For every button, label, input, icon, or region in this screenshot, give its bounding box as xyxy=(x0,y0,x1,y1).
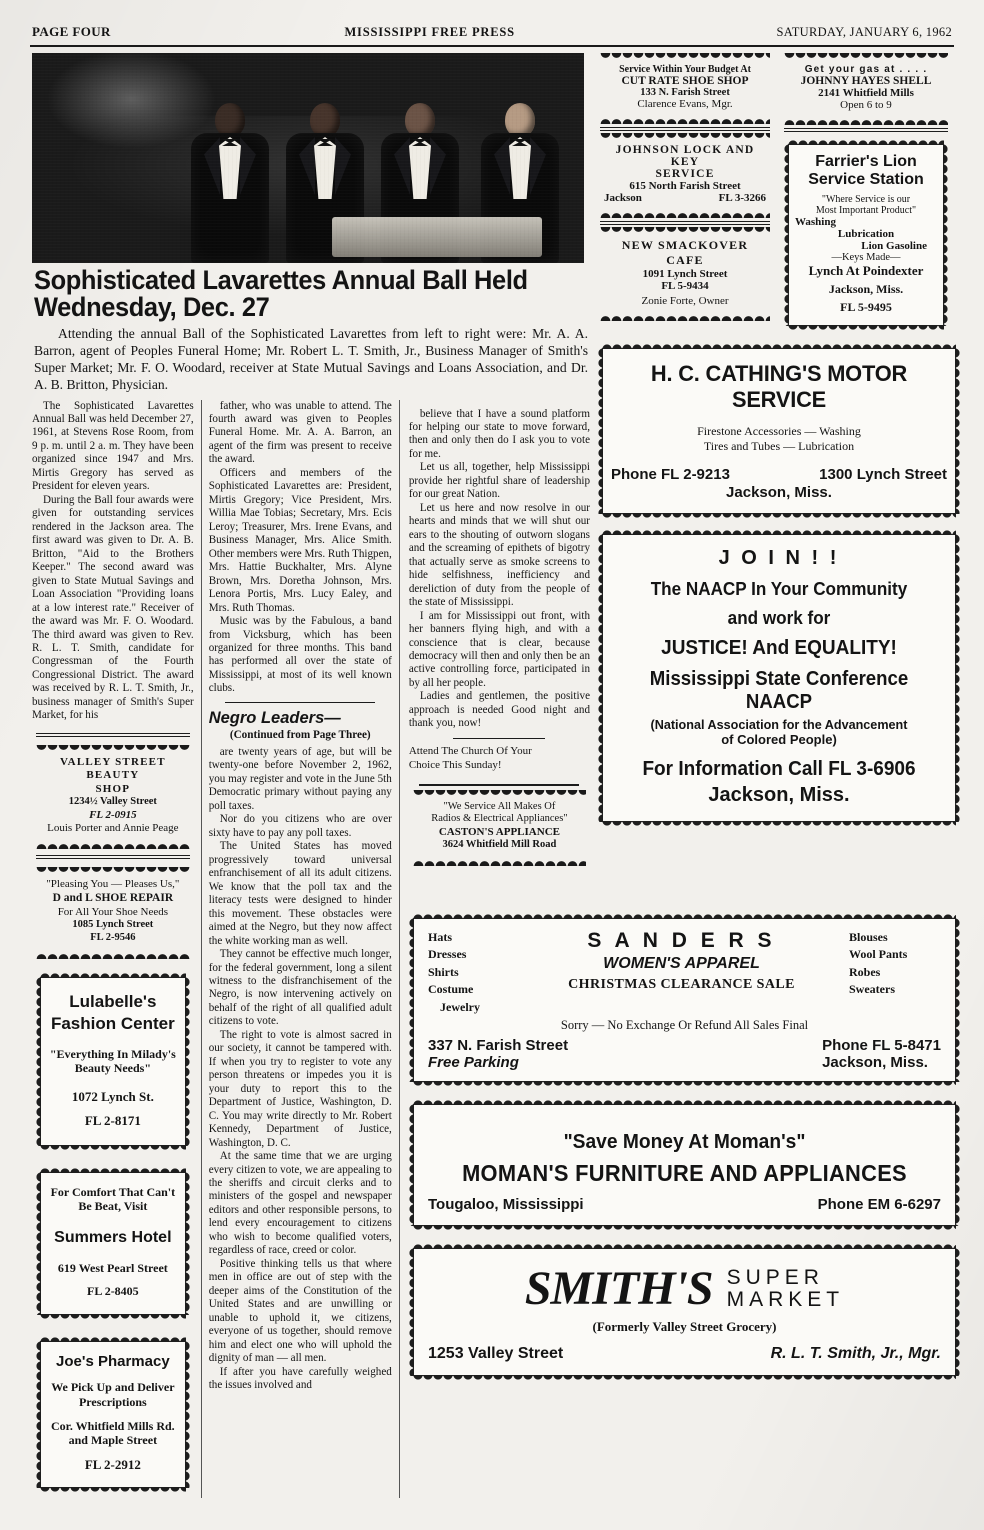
ad-phone: FL 2-0915 xyxy=(89,808,137,821)
photo-caption-text: Attending the annual Ball of the Sophisticated Lavarettes from left to right were: Mr. A. A. Barron, agent of Peoples Funeral Home; Mr. Robert L. T. Smith, Jr., Business Manager of Smith's Super Market; Mr. F. O. Woodard, receiver at State Mutual Savings and Loans Association, and Dr. A. B. Britton, Physician. xyxy=(34,326,588,393)
ad-phone: FL 2-9546 xyxy=(90,931,136,943)
ad-city: Jackson, Miss. xyxy=(708,784,850,806)
story-paragraph: Let us all, together, help Mississippi provide her rightful share of leadership for our great Nation. xyxy=(408,461,590,501)
ad-city: Tougaloo, Mississippi xyxy=(428,1195,584,1213)
ad-summers-hotel[interactable] xyxy=(40,1172,186,1316)
ad-slogan-line2: Beauty Needs" xyxy=(74,1061,152,1076)
ad-joes-pharmacy[interactable] xyxy=(40,1341,186,1487)
story-column-2 xyxy=(201,400,399,1498)
story-paragraph: During the Ball four awards were given for outstanding services rendered in the Jackson area. The first award was given to Dr. A. B. Britton, "Aid to the Brothers Keeper." The second award was given to State Mutual Savings and Loan Association "Providing loans at a low interest rate." Receiver of the award was Mr. F. O. Woodard. The third award was given to Rev. R. L. T. Smith, candidate for Congressman of the Fourth Congressional District. The award was received by R. L. T. Smith, Jr., business manager of Smith's Super Market, for his xyxy=(32,493,194,722)
divider xyxy=(36,733,190,737)
story-paragraph: Music was by the Fabulous, a band from Vicksburg, which has been organized for three months. This band has performed all over the state of Mississippi, at most of its well known clubs. xyxy=(208,615,392,695)
ad-city: Jackson, Miss. xyxy=(726,484,832,501)
list-item: Robes xyxy=(849,964,881,979)
ad-phone: FL 5-9434 xyxy=(661,280,709,292)
story-paragraph: Nor do you citizens who are over sixty have to pay any poll taxes. xyxy=(208,813,392,839)
story-paragraph: At the same time that we are urging every citizen to vote, we are appealing to the sheriffs and circuit clerks and to ministers of the gospel and newspaper editors and other responsible persons, to lend every encouragement to citizens who wish to become qualified voters, regardless of race, creed or color. xyxy=(208,1150,392,1257)
ad-name-line2: SHOP xyxy=(95,782,131,795)
ad-slogan-line2: Radios & Electrical Appliances" xyxy=(431,813,568,825)
church-notice xyxy=(409,745,590,772)
ad-name: CUT RATE SHOE SHOP xyxy=(621,75,749,87)
divider xyxy=(419,784,579,786)
ad-address: Lynch At Poindexter xyxy=(808,263,924,278)
ad-tagline: Get your gas at . . . . xyxy=(804,64,928,75)
ad-name: D and L SHOE REPAIR xyxy=(52,891,174,904)
ad-smiths-super-market[interactable] xyxy=(413,1248,956,1376)
photo-caption xyxy=(34,325,588,394)
ad-address-line2: and Maple Street xyxy=(68,1433,158,1448)
ad-address: 615 North Farish Street xyxy=(629,180,741,192)
story-paragraph: If after you have carefully weighed the issues involved and xyxy=(208,1365,392,1392)
masthead xyxy=(28,18,956,42)
ad-tagline-line1: For Comfort That Can't xyxy=(50,1184,176,1199)
ad-sale-banner: CHRISTMAS CLEARANCE SALE xyxy=(568,977,795,992)
ad-valley-street-beauty[interactable] xyxy=(36,751,190,842)
ad-services-line2: Tires and Tubes — Lubrication xyxy=(703,439,855,453)
church-notice-line1: Attend The Church Of Your xyxy=(408,745,532,758)
paper-name: MISSISSIPPI FREE PRESS xyxy=(344,25,515,39)
list-item: Costume xyxy=(428,982,474,997)
ad-phone: FL 5-9495 xyxy=(840,300,892,314)
story-paragraph: believe that I have a sound platform for helping our state to move forward, then and only then do I ask you to vote for me. xyxy=(408,407,590,460)
ad-tagline-line2: Be Beat, Visit xyxy=(78,1199,148,1214)
ad-city: Jackson xyxy=(604,192,642,204)
list-item: Wool Pants xyxy=(849,947,908,962)
ad-slogan-line1: "We Service All Makes Of xyxy=(443,800,556,812)
ad-name-line2: Service Station xyxy=(808,171,924,188)
ad-service-lubrication: Lubrication xyxy=(837,228,895,240)
page-label: PAGE FOUR xyxy=(32,24,111,39)
ad-super-label: SUPER xyxy=(726,1265,824,1289)
ad-name: NEW SMACKOVER CAFE xyxy=(621,238,749,267)
ad-name-line1: Lulabelle's xyxy=(69,991,157,1011)
ad-name: MOMAN'S FURNITURE AND APPLIANCES xyxy=(462,1159,907,1186)
ad-phone: Phone FL 5-8471 xyxy=(822,1036,941,1054)
ad-services-line1: Firestone Accessories — Washing xyxy=(697,424,861,438)
ad-name-line1: VALLEY STREET BEAUTY xyxy=(59,755,166,782)
ad-city: Jackson, Miss. xyxy=(828,282,904,296)
lead-photo xyxy=(32,53,584,263)
list-item: Dresses xyxy=(428,947,467,962)
ad-phone: FL 2-2912 xyxy=(84,1456,141,1472)
ad-address: 1300 Lynch Street xyxy=(819,466,947,483)
ad-line1: The NAACP In Your Community xyxy=(650,579,908,599)
issue-date: SATURDAY, JANUARY 6, 1962 xyxy=(776,25,952,39)
story-paragraph: father, who was unable to attend. The fourth award was given to Peoples Funeral Home. Mr. A. A. Barron, an agent of the firm was present to receive the award. xyxy=(208,399,392,466)
story-paragraph: The Sophisticated Lavarettes Annual Ball was held December 27, 1961, at Stevens Rose Room, from 9 p. m. until 2 a. m. They have been organized since 1947 and Mrs. Mirtis Gregory has served as President for eleven years. xyxy=(32,399,194,493)
ad-shoe-repair[interactable] xyxy=(36,873,190,950)
ad-cut-rate-shoe[interactable] xyxy=(600,59,770,116)
ad-owner: Zonie Forte, Owner xyxy=(641,295,729,307)
ad-new-smackover-cafe[interactable] xyxy=(600,233,770,313)
list-item: Blouses xyxy=(849,930,888,944)
ad-slogan-line1: "Everything In Milady's xyxy=(49,1046,176,1061)
story-paragraph: I am for Mississippi out front, with her banners flying high, and with a conscience that is clear, because democracy will then and only then be an active controlling force, participated in by all her people. xyxy=(408,609,590,689)
ad-address: 1072 Lynch St. xyxy=(71,1088,154,1104)
ad-name-line1: Farrier's Lion xyxy=(815,153,917,170)
ad-join-headline: J O I N ! ! xyxy=(718,547,840,569)
continued-from-label: (Continued from Page Three) xyxy=(229,729,371,742)
ad-address: 1253 Valley Street xyxy=(428,1344,564,1362)
ad-owners: Louis Porter and Annie Peage xyxy=(47,821,179,834)
story-paragraph: The right to vote is almost sacred in our society, it cannot be tampered with. If when you try to register to vote any person threatens or impedes you it is your duty to report this to the Department of Justice, Washington, D. C. You may write directly to Mr. Robert Kennedy, Department of Justice, Washington, D. C. xyxy=(208,1028,392,1149)
ad-line2: and work for xyxy=(727,608,831,628)
story-paragraph: Positive thinking tells us that where men in office are out of step with the deeper aims of the Constitution of the United States and are unwilling or unable to uphold it, we citizens, everyone of us together, should remove him and elect one who will uphold the dignity of man — all men. xyxy=(208,1257,392,1365)
section-title-negro-leaders: Negro Leaders— xyxy=(208,709,341,728)
ad-address-line1: Cor. Whitfield Mills Rd. xyxy=(51,1418,175,1433)
ad-hours: Open 6 to 9 xyxy=(840,99,892,111)
ad-service-washing: Washing xyxy=(795,216,836,228)
ad-slogan-line1: "Where Service is our xyxy=(821,194,911,205)
list-item: Jewelry xyxy=(440,999,480,1014)
ad-address: 1234½ Valley Street xyxy=(68,795,157,807)
page-title: Sophisticated Lavarettes Annual Ball Held Wednesday, Dec. 27 xyxy=(34,265,528,323)
ad-tagline-line1: We Pick Up and Deliver xyxy=(51,1380,175,1395)
ad-name: H. C. CATHING'S MOTOR SERVICE xyxy=(650,361,908,412)
ad-city: Jackson, Miss. xyxy=(822,1053,928,1071)
ad-slogan: "Pleasing You — Pleases Us," xyxy=(46,878,180,891)
ad-line3: JUSTICE! And EQUALITY! xyxy=(661,637,897,659)
ad-name: CASTON'S APPLIANCE xyxy=(438,826,560,838)
ad-name: Summers Hotel xyxy=(54,1228,172,1246)
ad-name-line2: SERVICE xyxy=(655,168,715,180)
masthead-rule xyxy=(30,45,954,47)
ad-slogan: "Save Money At Moman's" xyxy=(563,1130,806,1153)
ad-sanders[interactable] xyxy=(413,918,956,1082)
divider xyxy=(453,738,545,740)
ad-phone: Phone EM 6-6297 xyxy=(817,1195,941,1213)
ad-address: 1091 Lynch Street xyxy=(642,268,728,280)
ad-name: S A N D E R S xyxy=(587,929,776,952)
ad-address: 337 N. Farish Street xyxy=(428,1036,569,1054)
ad-lulabelles[interactable] xyxy=(40,977,186,1146)
ad-address: 1085 Lynch Street xyxy=(72,919,154,931)
ad-tagline: For All Your Shoe Needs xyxy=(57,905,169,918)
ad-address: 3624 Whitfield Mill Road xyxy=(442,839,557,851)
ad-name: Joe's Pharmacy xyxy=(56,1353,170,1371)
ad-manager: Clarence Evans, Mgr. xyxy=(637,98,733,110)
ad-phone: Phone FL 2-9213 xyxy=(611,466,730,483)
ad-line6: of Colored People) xyxy=(721,732,837,747)
ad-address: 2141 Whitfield Mills xyxy=(818,87,914,99)
ad-line4: Mississippi State Conference NAACP xyxy=(649,668,909,713)
story-paragraph: Ladies and gentlemen, the positive approach is needed Good night and thank you, now! xyxy=(408,690,590,730)
ad-johnny-hayes-shell[interactable] xyxy=(784,59,948,117)
ad-castons-appliance[interactable] xyxy=(413,796,586,859)
story-paragraph: They cannot be effective much longer, for the federal government, long a silent witness to the disfranchisement of the Negro, is now intervening actively on behalf of the right of all qualified adult citizens to vote. xyxy=(208,948,392,1028)
bottom-ad-stack xyxy=(413,918,956,1376)
ad-service-lion-gasoline: Lion Gasoline xyxy=(861,240,927,252)
ad-formerly-label: (Formerly Valley Street Grocery) xyxy=(592,1318,777,1334)
ad-address: 619 West Pearl Street xyxy=(57,1261,168,1276)
ad-tagline-line2: Prescriptions xyxy=(78,1395,147,1410)
story-paragraph: Let us here and now resolve in our hearts and minds that we will shut our ears to the shouting of outworn slogans and the screaming of epithets of bigotry that actually serve as smoke screens to hide selfishness, inefficiency and dereliction of duty from the people of the state of Mississippi. xyxy=(408,501,590,609)
ad-name-line2: Fashion Center xyxy=(50,1014,175,1034)
list-item: Sweaters xyxy=(849,982,895,997)
ad-slogan-line2: Most Important Product" xyxy=(815,205,917,216)
sanders-right-items xyxy=(843,929,941,999)
list-item: Shirts xyxy=(428,964,459,979)
ad-momans-furniture[interactable] xyxy=(413,1104,956,1226)
story-paragraph: The United States has moved progressively toward universal enfranchisement of all its adult citizens. We know that the poll tax and the literacy tests were designed to hinder this movement. These obstacles were aimed at the Negro, but they now affect the white working man as well. xyxy=(208,840,392,947)
ad-name: SMITH'S xyxy=(524,1261,713,1315)
ad-service-keys-made: —Keys Made— xyxy=(831,252,901,263)
ad-phone: FL 3-3266 xyxy=(718,192,766,204)
ad-subtitle: WOMEN'S APPAREL xyxy=(603,955,760,972)
story-paragraph: are twenty years of age, but will be twenty-one before November 2, 1962, you may register and vote in the June 5th Democratic primary without paying any poll taxes. xyxy=(208,746,392,812)
list-item: Hats xyxy=(428,930,452,944)
ad-manager: R. L. T. Smith, Jr., Mgr. xyxy=(770,1344,941,1362)
divider xyxy=(225,702,375,704)
ad-tagline: Service Within Your Budget At xyxy=(619,64,751,75)
sanders-left-items xyxy=(428,929,520,1016)
ad-terms: Sorry — No Exchange Or Refund All Sales Final xyxy=(560,1017,809,1032)
ad-free-parking: Free Parking xyxy=(428,1053,519,1071)
ad-phone: For Information Call FL 3-6906 xyxy=(642,758,916,780)
ad-johnson-lock-and-key[interactable] xyxy=(600,139,770,210)
ad-address: 133 N. Farish Street xyxy=(640,87,730,98)
ad-market-label: MARKET xyxy=(726,1287,845,1311)
divider xyxy=(36,855,190,859)
ad-hc-cathings-motor-service[interactable] xyxy=(602,348,956,514)
ad-name-line1: JOHNSON LOCK AND KEY xyxy=(615,144,755,168)
ad-farriers-lion-service-station[interactable] xyxy=(788,144,944,326)
church-notice-line2: Choice This Sunday! xyxy=(408,758,502,771)
ad-line5: (National Association for the Advancement xyxy=(650,717,908,732)
story-column-1 xyxy=(32,400,201,1498)
ad-name: JOHNNY HAYES SHELL xyxy=(800,75,932,87)
story-paragraph: Officers and members of the Sophisticated Lavarettes are: President, Mirtis Gregory; Vice President, Mrs. Willia Mae Tobias; Secretary, Mrs. Ecis Leroy; Treasurer, Mrs. Irene Evans, and Business Manager, Mrs. Alice Smith. Other members were Mrs. Ruth Thigpen, Mrs. Hattie Buckhalter, Mrs. Alyne Brown, Mrs. Doretha Johnson, Mrs. Lenora Portis, Mrs. Lucy Ealey, and Mrs. Ruth Thomas. xyxy=(208,466,392,614)
ad-naacp[interactable] xyxy=(602,534,956,822)
ad-phone: FL 2-8405 xyxy=(87,1283,139,1298)
ad-phone: FL 2-8171 xyxy=(84,1112,141,1128)
